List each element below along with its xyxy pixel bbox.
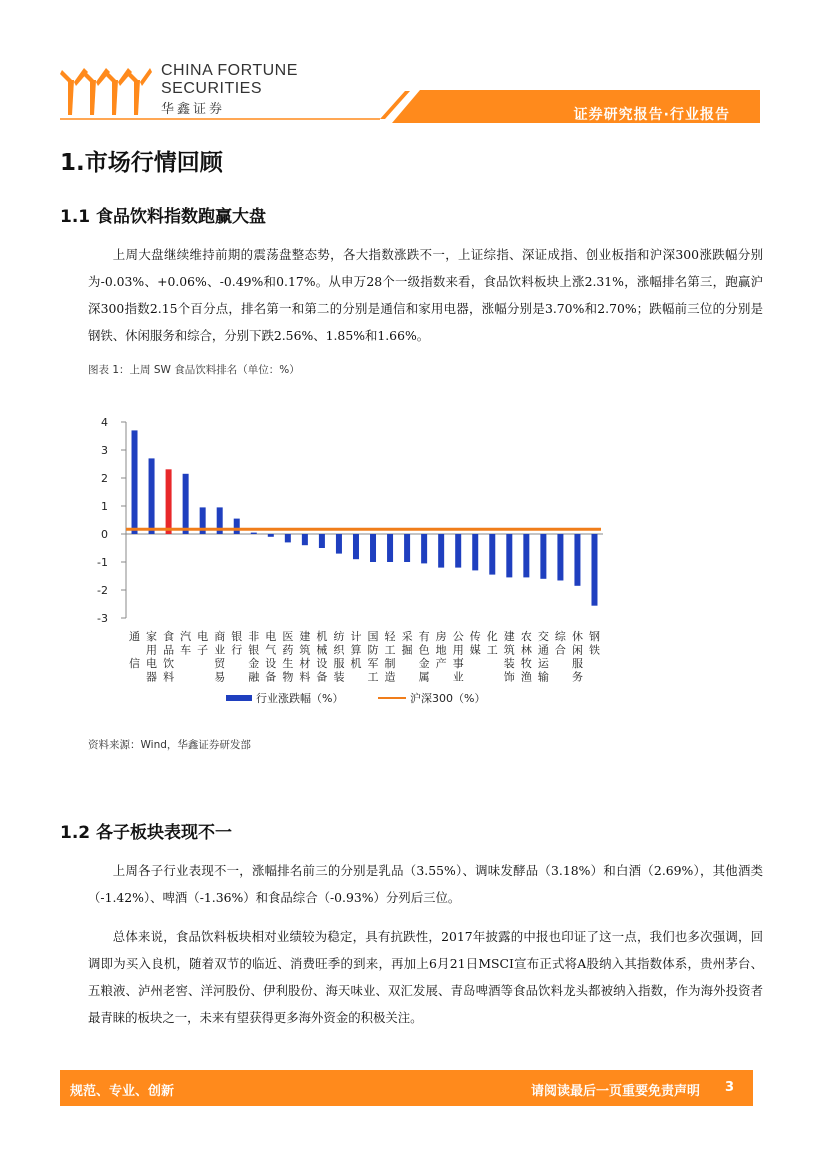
x-tick-label: 电气设备 (265, 630, 277, 684)
x-tick-label: 家用电器 (146, 630, 158, 684)
y-tick-label: 2 (101, 472, 108, 485)
page-number: 3 (725, 1080, 735, 1095)
bar-传媒 (472, 534, 478, 570)
paragraph-subsector: 上周各子行业表现不一，涨幅排名前三的分别是乳品（3.55%）、调味发酵品（3.18%）和白酒（2.69%），其他酒类（-1.42%）、啤酒（-1.36%）和食品综合（-0.93%）分列后三位。 (88, 863, 763, 905)
x-tick-label: 银行 (231, 630, 243, 657)
bar-综合 (557, 534, 563, 580)
y-tick-label: -1 (97, 556, 108, 569)
x-tick-label: 建筑装饰 (503, 630, 515, 684)
x-tick-label: 交通运输 (537, 630, 549, 684)
legend-label-csi300: 沪深300（%） (410, 692, 486, 705)
subsection-title-1-1: 1.1 食品饮料指数跑赢大盘 (60, 207, 267, 227)
x-tick-label: 国防军工 (367, 630, 379, 684)
bar-休闲服务 (574, 534, 580, 586)
y-tick-label: 4 (101, 416, 108, 429)
bar-非银金融 (251, 533, 257, 534)
y-tick-label: -3 (97, 612, 108, 625)
x-tick-label: 通信 (129, 630, 141, 670)
bar-机械设备 (319, 534, 325, 548)
y-tick-label: 1 (101, 500, 108, 513)
bar-农林牧渔 (523, 534, 529, 577)
bar-钢铁 (591, 534, 597, 606)
x-tick-label: 钢铁 (588, 630, 600, 657)
paragraph-market-review: 上周大盘继续维持前期的震荡盘整态势，各大指数涨跌不一，上证综指、深证成指、创业板指和沪深300涨跌幅分别为-0.03%、+0.06%、-0.49%和0.17%。从申万28个一级指数来看，食品饮料板块上涨2.31%，涨幅排名第三，跑赢沪深300指数2.15个百分点，排名第一和第二的分别是通信和家用电器，涨幅分别是3.70%和2.70%；跌幅前三位的分别是钢铁、休闲服务和综合，分别下跌2.56%、1.85%和1.66%。 (88, 247, 763, 343)
bar-轻工制造 (387, 534, 393, 562)
report-type-label: 证券研究报告·行业报告 (573, 107, 730, 123)
x-tick-label: 传媒 (469, 630, 481, 657)
bar-采掘 (404, 534, 410, 562)
x-tick-label: 非银金融 (248, 630, 260, 684)
x-tick-label: 采掘 (401, 630, 413, 657)
bar-有色金属 (421, 534, 427, 563)
x-tick-label: 商业贸易 (214, 630, 226, 684)
x-tick-label: 公用事业 (452, 630, 464, 684)
x-tick-label: 电子 (197, 630, 209, 657)
x-tick-label: 计算机 (350, 630, 362, 670)
figure-source: 资料来源：Wind，华鑫证券研发部 (88, 739, 251, 751)
x-tick-label: 建筑材料 (299, 630, 311, 684)
bar-汽车 (183, 474, 189, 534)
bar-医药生物 (285, 534, 291, 542)
x-tick-label: 汽车 (180, 630, 192, 657)
x-tick-label: 化工 (486, 630, 498, 657)
bar-计算机 (353, 534, 359, 559)
footer-slogan: 规范、专业、创新 (70, 1084, 175, 1099)
footer-disclaimer: 请阅读最后一页重要免责声明 (530, 1084, 700, 1099)
x-tick-label: 综合 (554, 630, 566, 657)
bar-银行 (234, 519, 240, 534)
x-tick-label: 纺织服装 (333, 630, 345, 684)
industry-ranking-chart (88, 408, 628, 718)
bar-房地产 (438, 534, 444, 568)
bar-通信 (132, 430, 138, 534)
bar-食品饮料 (166, 469, 172, 534)
legend-label-industry: 行业涨跌幅（%） (256, 692, 344, 705)
y-tick-label: 3 (101, 444, 108, 457)
brand-name-cn: 华鑫证券 (161, 102, 226, 117)
paragraph-summary: 总体来说，食品饮料板块相对业绩较为稳定，具有抗跌性，2017年披露的中报也印证了这一点，我们也多次强调，回调即为买入良机，随着双节的临近、消费旺季的到来，再加上6月21日MSCI宣布正式将A股纳入其指数体系，贵州茅台、五粮液、泸州老窖、洋河股份、伊利股份、海天味业、双汇发展、青岛啤酒等食品饮料龙头都被纳入指数，作为海外投资者最青睐的板块之一，未来有望获得更多海外资金的积极关注。 (88, 929, 763, 1025)
bar-公用事业 (455, 534, 461, 568)
bar-国防军工 (370, 534, 376, 562)
x-tick-label: 房地产 (435, 630, 447, 670)
x-tick-label: 轻工制造 (384, 630, 396, 684)
bar-家用电器 (149, 458, 155, 534)
bar-电气设备 (268, 534, 274, 537)
legend-swatch-industry (226, 695, 252, 701)
subsection-title-1-2: 1.2 各子板块表现不一 (60, 823, 233, 843)
brand-name-en-line1: CHINA FORTUNE (161, 62, 298, 79)
x-tick-label: 医药生物 (282, 630, 294, 684)
x-tick-label: 机械设备 (316, 630, 328, 684)
bar-建筑材料 (302, 534, 308, 545)
y-tick-label: 0 (101, 528, 108, 541)
brand-name-en-line2: SECURITIES (161, 80, 263, 97)
figure-caption: 图表 1：上周 SW 食品饮料排名（单位：%） (88, 364, 300, 376)
x-tick-label: 休闲服务 (571, 630, 583, 684)
bar-交通运输 (540, 534, 546, 579)
x-tick-label: 食品饮料 (163, 630, 175, 684)
y-tick-label: -2 (97, 584, 108, 597)
section-title: 1.市场行情回顾 (60, 150, 223, 176)
x-tick-label: 农林牧渔 (520, 630, 532, 684)
x-tick-label: 有色金属 (418, 630, 430, 684)
bar-化工 (489, 534, 495, 575)
bar-纺织服装 (336, 534, 342, 554)
bar-建筑装饰 (506, 534, 512, 577)
